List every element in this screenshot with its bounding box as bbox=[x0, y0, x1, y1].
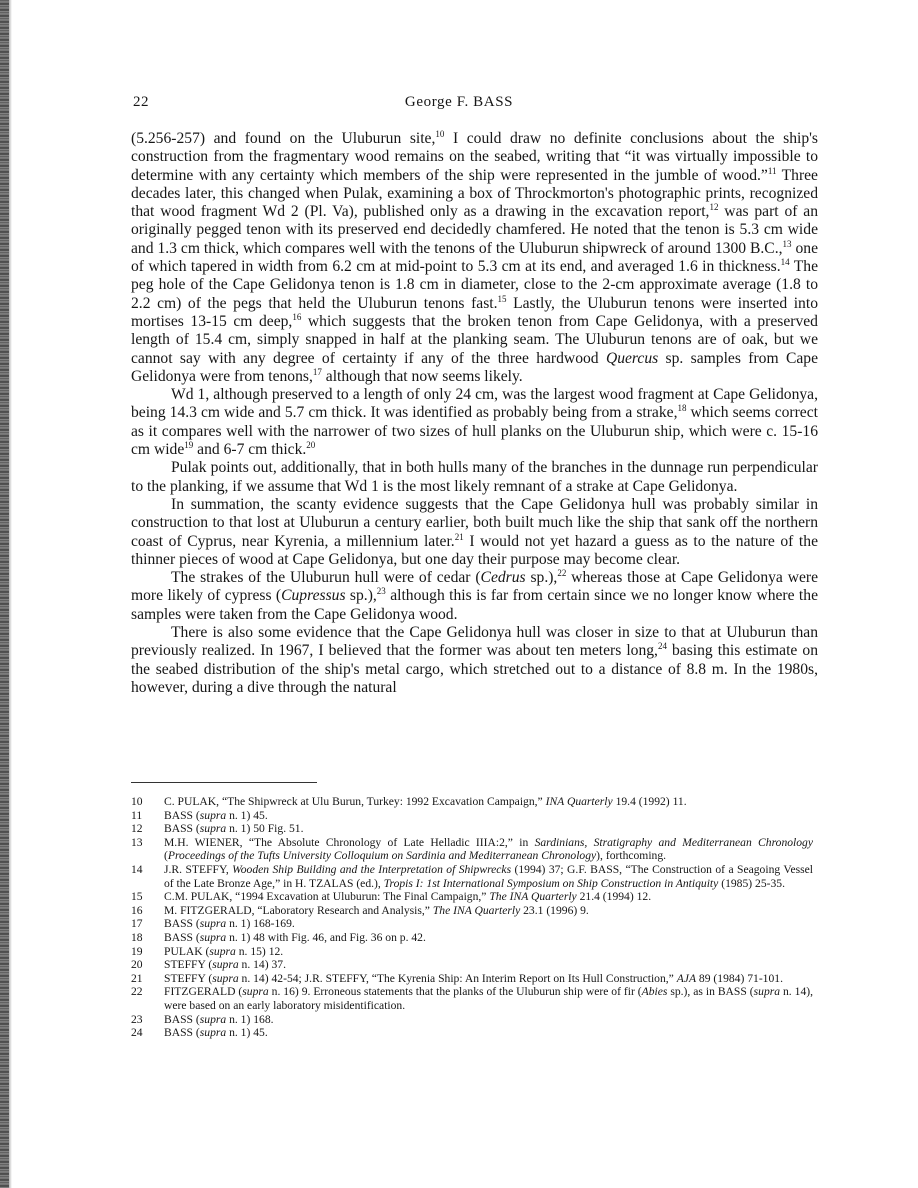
footnote-text: STEFFY (supra n. 14) 42-54; J.R. STEFFY, “The Kyrenia Ship: An Interim Report on Its Hull Construction,” AJA 89 (1984) 71-101. bbox=[164, 971, 783, 985]
footnote-text: BASS (supra n. 1) 50 Fig. 51. bbox=[164, 822, 304, 836]
footnote-text: M. FITZGERALD, “Laboratory Research and Analysis,” The INA Quarterly 23.1 (1996) 9. bbox=[164, 903, 589, 917]
page-number: 22 bbox=[133, 94, 149, 110]
footnote bbox=[131, 863, 813, 890]
footnote bbox=[131, 1013, 813, 1027]
footnote-number: 15 bbox=[131, 890, 143, 904]
footnote-text: C.M. PULAK, “1994 Excavation at Uluburun: The Final Campaign,” The INA Quarterly 21.4 (1994) 12. bbox=[164, 890, 652, 904]
footnote-number: 16 bbox=[131, 903, 143, 917]
footnote-text: BASS (supra n. 1) 45. bbox=[164, 1026, 268, 1040]
footnote-number: 22 bbox=[131, 985, 143, 999]
footnote bbox=[131, 904, 813, 918]
footnote bbox=[131, 795, 813, 809]
scan-binding-shadow bbox=[9, 0, 12, 1188]
footnote bbox=[131, 985, 813, 1012]
footnote-text: STEFFY (supra n. 14) 37. bbox=[164, 958, 286, 972]
body-paragraph: Pulak points out, additionally, that in both hulls many of the branches in the dunnage run perpendicular to the planking, if we assume that Wd 1 is the most likely remnant of a strake at Cape Gelidonya. bbox=[131, 459, 818, 495]
footnote-text: BASS (supra n. 1) 168-169. bbox=[164, 917, 295, 931]
footnote-text: FITZGERALD (supra n. 16) 9. Erroneous statements that the planks of the Uluburun ship were of fir (Abies sp.), as in BASS (supra n. 14), were based on an early laboratory misidentification. bbox=[164, 985, 813, 1012]
footnote-text: BASS (supra n. 1) 168. bbox=[164, 1012, 274, 1026]
footnote-text: J.R. STEFFY, Wooden Ship Building and the Interpretation of Shipwrecks (1994) 37; G.F. BASS, “The Construction of a Seagoing Vessel of the Late Bronze Age,” in H. TZALAS (ed.), Tropis I: 1st International Symposium on Ship Construction in Antiquity (1985) 25-35. bbox=[164, 862, 813, 890]
footnote bbox=[131, 958, 813, 972]
footnote-number: 10 bbox=[131, 795, 143, 808]
footnote bbox=[131, 890, 813, 904]
running-head: George F. BASS bbox=[404, 94, 514, 110]
footnote bbox=[131, 931, 813, 945]
footnote-text: BASS (supra n. 1) 45. bbox=[164, 808, 268, 822]
footnote-number: 23 bbox=[131, 1012, 143, 1026]
footnote-text: M.H. WIENER, “The Absolute Chronology of Late Helladic IIIA:2,” in Sardinians, Stratigraphy and Mediterranean Chronology (Proceedings of the Tufts University Colloquium on Sardinia and Mediterranean Chronology), forthcoming. bbox=[164, 835, 813, 863]
footnote-number: 11 bbox=[131, 808, 143, 822]
footnote-text: PULAK (supra n. 15) 12. bbox=[164, 944, 284, 958]
footnote-number: 18 bbox=[131, 930, 143, 944]
footnote-rule bbox=[131, 782, 317, 783]
footnote bbox=[131, 822, 813, 836]
body-paragraph: Wd 1, although preserved to a length of only 24 cm, was the largest wood fragment at Cape Gelidonya, being 14.3 cm wide and 5.7 cm thick. It was identified as probably being from a strake,$^{18}$ which seems correct as it compares well with the narrower of two sizes of hull planks on the Uluburun ship, which were c. 15-16 cm wide$^{19}$ and 6-7 cm thick.$^{20}$ bbox=[131, 386, 818, 459]
footnote-number: 13 bbox=[131, 835, 143, 849]
footnote bbox=[131, 809, 813, 823]
footnote bbox=[131, 945, 813, 959]
footnote-number: 12 bbox=[131, 822, 143, 836]
footnote-text: C. PULAK, “The Shipwreck at Ulu Burun, Turkey: 1992 Excavation Campaign,” INA Quarterly 19.4 (1992) 11. bbox=[164, 795, 687, 808]
body-paragraph: There is also some evidence that the Cape Gelidonya hull was closer in size to that at Uluburun than previously realized. In 1967, I believed that the former was about ten meters long,$^{24}$ basing this estimate on the seabed distribution of the ship's metal cargo, which stretched out to a distance of 8.8 m. In the 1980s, however, during a dive through the natural bbox=[131, 624, 818, 696]
body-paragraph: The strakes of the Uluburun hull were of cedar (Cedrus sp.),$^{22}$ whereas those at Cape Gelidonya were more likely of cypress (Cupressus sp.),$^{23}$ although this is far from certain since we no longer know where the samples were taken from the Cape Gelidonya wood. bbox=[131, 568, 819, 623]
body-paragraph: In summation, the scanty evidence suggests that the Cape Gelidonya hull was probably similar in construction to that lost at Uluburun a century earlier, both built much like the ship that sank off the northern coast of Cyprus, near Kyrenia, a millennium later.$^{21}$ I would not yet hazard a guess as to the nature of the thinner pieces of wood at Cape Gelidonya, but one day their purpose may become clear. bbox=[131, 495, 818, 568]
footnote-number: 20 bbox=[131, 958, 143, 972]
body-paragraph: (5.256-257) and found on the Uluburun site,$^{10}$ I could draw no definite conclusions about the ship's construction from the fragmentary wood remains on the seabed, writing that “it was virtually impossible to determine with any certainty which members of the ship were represented in the jumble of wood.”$^{11}$ Three decades later, this changed when Pulak, examining a box of Throckmorton's photographic prints, recognized that wood fragment Wd 2 (Pl. Va), published only as a drawing in the excavation report,$^{12}$ was part of an originally pegged tenon with its preserved end decidedly chamfered. He noted that the tenon is 5.3 cm wide and 1.3 cm thick, which compares well with the tenons of the Uluburun shipwreck of around 1300 B.C.,$^{13}$ one of which tapered in width from 6.2 cm at mid-point to 5.3 cm at its end, and averaged 1.6 in thickness.$^{14}$ The peg hole of the Cape Gelidonya tenon is 1.8 cm in diameter, close to the 2-cm approximate average (1.8 to 2.2 cm) of the pegs that held the Uluburun tenons fast.$^{15}$ Lastly, the Uluburun tenons were inserted into mortises 13-15 cm deep,$^{16}$ which suggests that the broken tenon from Cape Gelidonya, with a preserved length of 15.4 cm, simply snapped in half at the planking seam. The Uluburun tenons are of oak, but we cannot say with any degree of certainty if any of the three hardwood Quercus sp. samples from Cape Gelidonya were from tenons,$^{17}$ although that now seems likely. bbox=[131, 129, 819, 385]
footnote-number: 14 bbox=[131, 862, 143, 876]
main-text bbox=[131, 130, 818, 697]
footnote-number: 19 bbox=[131, 944, 143, 958]
footnote bbox=[131, 972, 813, 986]
footnote-number: 24 bbox=[131, 1026, 143, 1040]
footnote-text: BASS (supra n. 1) 48 with Fig. 46, and Fig. 36 on p. 42. bbox=[164, 930, 426, 944]
footnotes-list bbox=[131, 795, 813, 1040]
footnote bbox=[131, 836, 813, 863]
scan-binding-edge bbox=[0, 0, 9, 1188]
footnote bbox=[131, 917, 813, 931]
footnote-number: 17 bbox=[131, 917, 143, 931]
footnote bbox=[131, 1026, 813, 1040]
footnote-number: 21 bbox=[131, 971, 143, 985]
